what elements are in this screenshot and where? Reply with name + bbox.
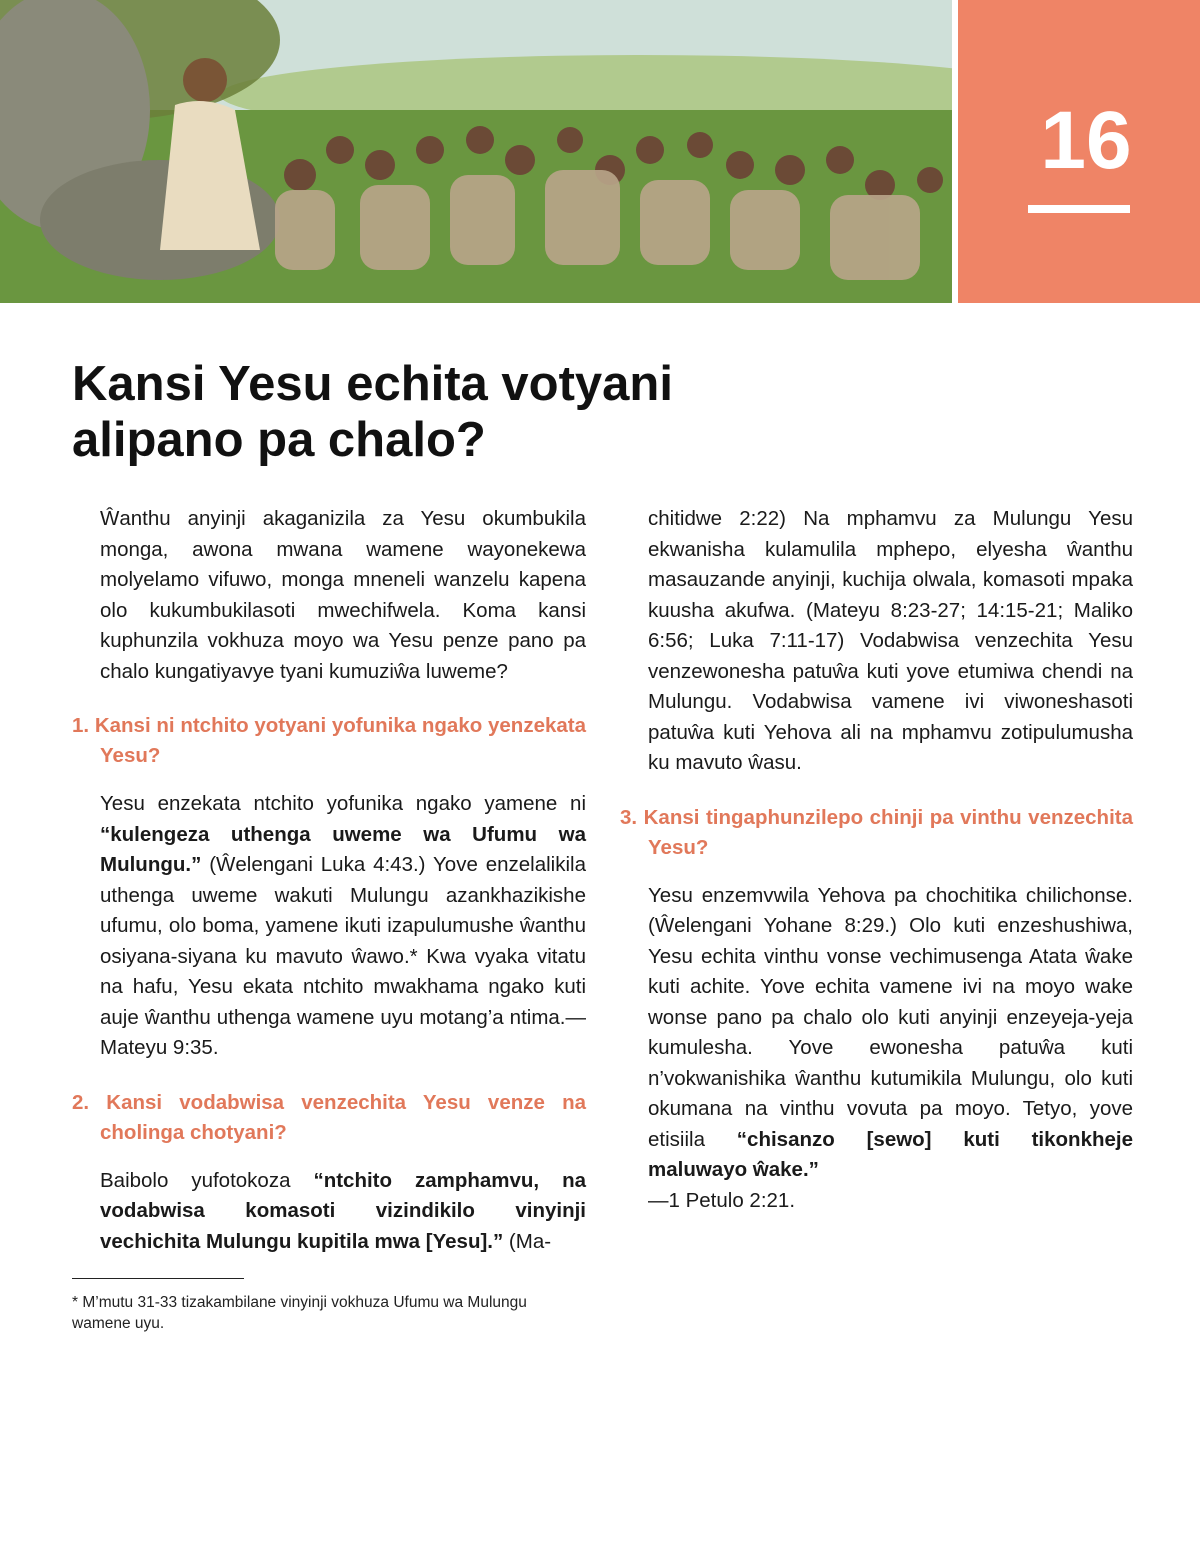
answer-1	[72, 789, 586, 1064]
question-3: 3. Kansi tingaphunzilepo chinji pa vinthu venzechita Yesu?	[620, 805, 1133, 859]
intro-paragraph: Ŵanthu anyinji akaganizila za Yesu okumbukila monga, awona mwana wamene wayonekewa molyelamo vifuwo, monga mneneli wanzelu kapena olo kukumbukilasoti mwechifwela. Koma kansi kuphunzila vokhuza moyo wa Yesu penze pano pa chalo kungatiyavye tyani kumuziŵa luweme?	[100, 507, 586, 683]
chapter-underline	[1028, 205, 1130, 213]
answer-2-text: Baibolo yufotokoza	[100, 1168, 314, 1192]
question-1: 1. Kansi ni ntchito yotyani yofunika ngako yenzekata Yesu?	[72, 714, 586, 767]
question-2: 2. Kansi vodabwisa venzechita Yesu venze na cholinga chotyani?	[72, 1090, 586, 1144]
answer-3-text-after: —1 Petulo 2:21.	[648, 1188, 796, 1212]
answer-1-quote: “kulengeza uthenga uweme wa Ufumu wa Mulungu.”	[100, 822, 586, 876]
answer-2-quote: “ntchito zamphamvu, na vodabwisa komasoti vizindikilo vinyinji vechichita Mulungu kupitila mwa [Yesu].”	[100, 1168, 586, 1253]
answer-1-text-after: (Ŵelengani Luka 4:43.) Yove enzelalikila uthenga uweme wakuti Mulungu azankhazikishe ufumu, olo boma, yamene ikuti izapulumushe ŵanthu osiyana-siyana ku mavuto ŵawo.* Kwa vyaka vitatu na hafu, Yesu ekata ntchito mwakhama ngako kuti auje ŵanthu uthenga wamene uyu motang’a ntima.—Mateyu 9:35.	[100, 853, 586, 1059]
left-column	[72, 504, 586, 1257]
answer-2	[72, 1166, 586, 1258]
answer-1-text: Yesu enzekata ntchito yofunika ngako yamene ni	[100, 792, 586, 815]
answer-2-text-after: (Ma-	[503, 1229, 552, 1253]
chapter-badge	[958, 0, 1200, 303]
answer-3-text: Yesu enzemvwila Yehova pa chochitika chilichonse. (Ŵelengani Yohane 8:29.) Olo kuti enzeshushiwa, Yesu echita vinthu vonse vechimusenga Atata ŵake kuti achite. Yove echita vamene ivi na moyo wake wonse pano pa chalo olo kuti anyinji enzeyeja-yeja kumulesha. Yove ewonesha patuŵa kuti n’vokwanishika ŵanthu kutumikila Mulungu, olo kuti okumana na vinthu vovuta pa moyo. Tetyo, yove etisiila	[648, 883, 1133, 1151]
right-column	[620, 504, 1133, 1216]
answer-3-quote: “chisanzo [sewo] kuti tikonkheje maluwayo ŵake.”	[648, 1127, 1133, 1181]
hero-image	[0, 0, 952, 303]
footnote: * M’mutu 31-33 tizakambilane vinyinji vokhuza Ufumu wa Mulungu wamene uyu.	[72, 1294, 527, 1332]
page-title: Kansi Yesu echita votyani alipano pa chalo?	[72, 357, 673, 467]
answer-3	[620, 881, 1133, 1217]
chapter-number: 16	[1040, 95, 1132, 186]
footnote-divider	[72, 1278, 244, 1279]
answer-2-continuation: chitidwe 2:22) Na mphamvu za Mulungu Yesu ekwanisha kulamulila mphepo, elyesha ŵanthu masauzande anyinji, kuchija olwala, komasoti mpaka kuusha akufwa. (Mateyu 8:23-27; 14:15-21; Maliko 6:56; Luka 7:11-17) Vodabwisa venzechita Yesu venzewonesha patuŵa kuti yove etumiwa chendi na Mulungu. Vodabwisa vamene ivi viwoneshasoti patuŵa kuti Yehova ali na mphamvu zotipulumusha ku mavuto ŵasu.	[648, 507, 1133, 774]
